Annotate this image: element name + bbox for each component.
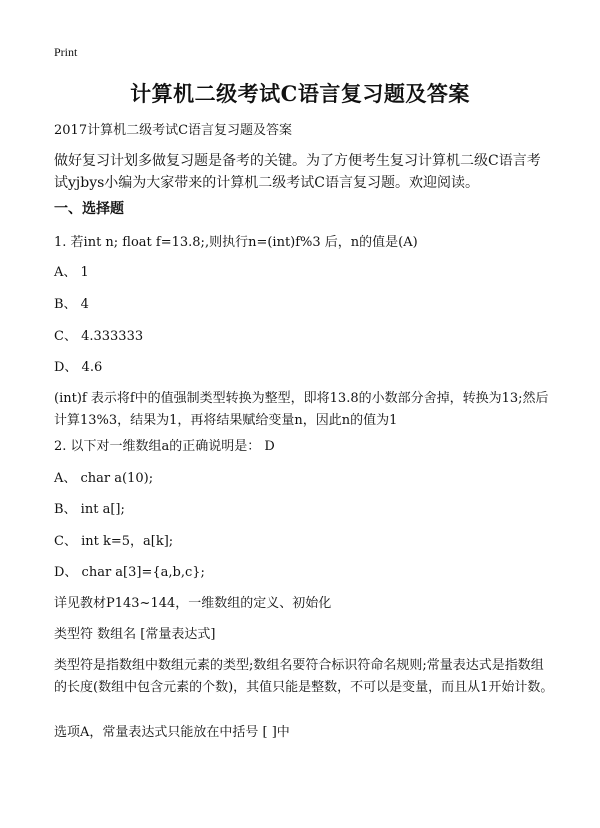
question-2-option-b: B、 int a[]; [54,502,125,517]
question-1-option-b: B、 4 [54,297,89,312]
document-title: 计算机二级考试C语言复习题及答案 [130,81,470,106]
option-note: 选项A，常量表达式只能放在中括号 [ ]中 [54,725,290,740]
reference-note: 详见教材P143~144，一维数组的定义、初始化 [54,596,332,611]
question-2-option-d: D、 char a[3]={a,b,c}; [54,565,205,580]
question-2-option-c: C、 int k=5，a[k]; [54,534,174,549]
document-subtitle: 2017计算机二级考试C语言复习题及答案 [54,123,293,138]
question-2-option-a: A、 char a(10); [54,471,154,486]
section-heading: 一、选择题 [54,201,124,217]
intro-paragraph: 做好复习计划多做复习题是备考的关键。为了方便考生复习计算机二级C语言考试yjbys小编为大家带来的计算机二级考试C语言复习题。欢迎阅读。 [54,153,541,191]
syntax-line: 类型符 数组名 [常量表达式] [54,627,216,642]
print-label: Print [54,45,78,59]
question-2-stem: 2. 以下对一维数组a的正确说明是： D [54,439,275,454]
question-1-option-d: D、 4.6 [54,360,103,375]
syntax-explanation: 类型符是指数组中数组元素的类型;数组名要符合标识符命名规则;常量表达式是指数组的长度(数组中包含元素的个数)，其值只能是整数，不可以是变量，而且从1开始计数。 [54,658,554,695]
question-1-option-c: C、 4.333333 [54,329,144,344]
question-1-explanation: (int)f 表示将f中的值强制类型转换为整型，即将13.8的小数部分舍掉，转换为13;然后计算13%3，结果为1，再将结果赋给变量n，因此n的值为1 [54,391,549,428]
question-1-option-a: A、 1 [54,265,89,280]
question-1-stem: 1. 若int n; float f=13.8;,则执行n=(int)f%3 后，n的值是(A) [54,235,418,250]
